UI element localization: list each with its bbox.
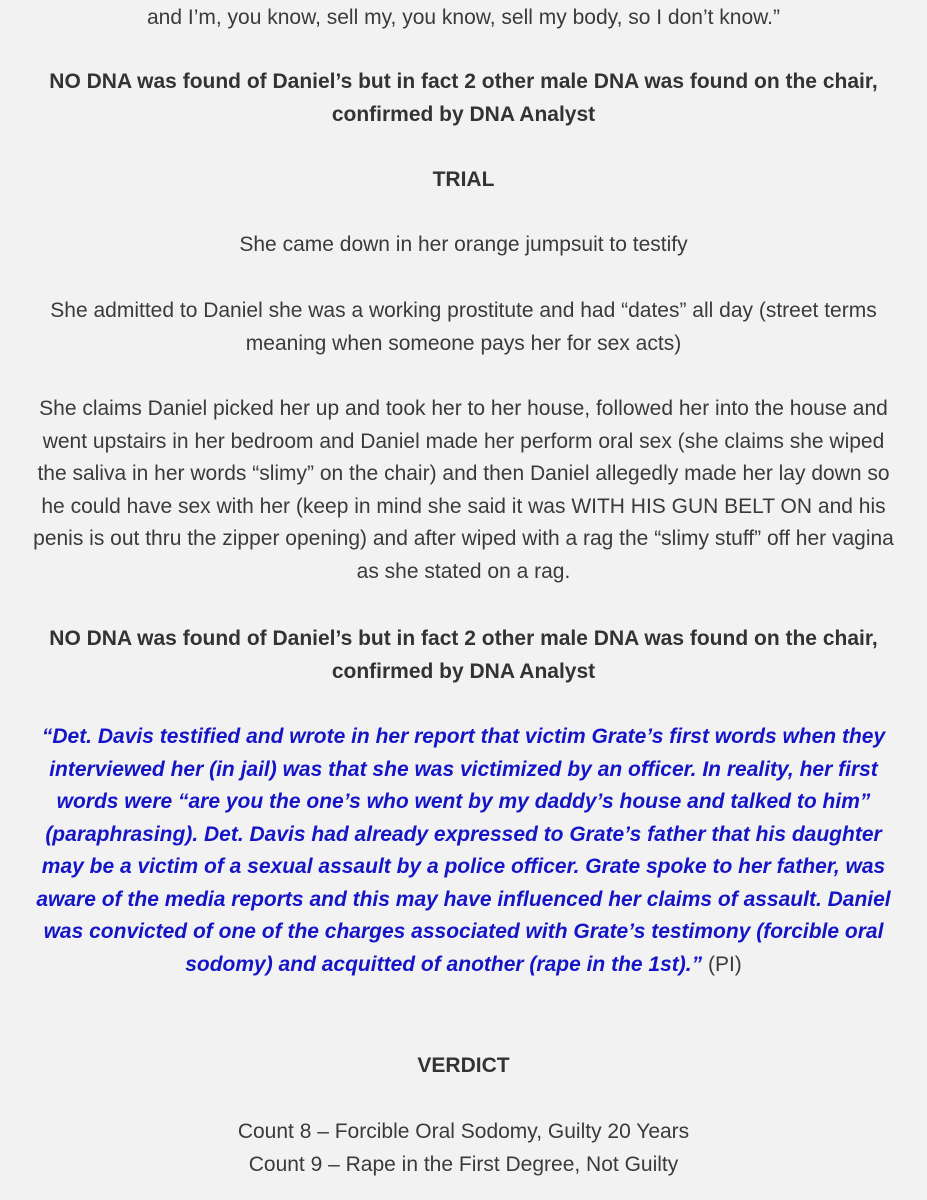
verdict-list <box>28 1116 899 1181</box>
intro-line: and I’m, you know, sell my, you know, sell my body, so I don’t know.” <box>146 6 780 29</box>
verdict-item: Count 9 – Rape in the First Degree, Not Guilty <box>248 1152 679 1176</box>
verdict-item: Count 8 – Forcible Oral Sodomy, Guilty 20 Years <box>237 1120 690 1143</box>
paragraph: She claims Daniel picked her up and took her to her house, followed her into the house and went upstairs in her bedroom and Daniel made her perform oral sex (she claims she wiped the saliva in her words “slimy” on the chair) and then Daniel allegedly made her lay down so he could have sex with her (keep in mind she said it was WITH HIS GUN BELT ON and his penis is out thru the zipper opening) and after wiped with a rag the “slimy stuff” off her vagina as she stated on a rag. <box>33 397 894 583</box>
trial-heading: TRIAL <box>432 168 495 191</box>
dna-note: NO DNA was found of Daniel’s but in fact 2 other male DNA was found on the chair, confirmed by DNA Analyst <box>49 627 878 683</box>
dna-note: NO DNA was found of Daniel’s but in fact 2 other male DNA was found on the chair, confirmed by DNA Analyst <box>49 70 878 126</box>
verdict-heading: VERDICT <box>417 1054 510 1077</box>
quote-text: “Det. Davis testified and wrote in her report that victim Grate’s first words when they interviewed her (in jail) was that she was victimized by an officer. In reality, her first words were “are you the one’s who went by my daddy’s house and talked to him” (paraphrasing). Det. Davis had already expressed to Grate’s father that his daughter may be a victim of a sexual assault by a police officer. Grate spoke to her father, was aware of the media reports and this may have influenced her claims of assault. Daniel was convicted of one of the charges associated with Grate’s testimony (forcible oral sodomy) and acquitted of another (rape in the 1st).” <box>36 725 891 976</box>
paragraph: She came down in her orange jumpsuit to testify <box>239 233 688 256</box>
quote-source: (PI) <box>707 952 742 976</box>
paragraph: She admitted to Daniel she was a working prostitute and had “dates” all day (street terms meaning when someone pays her for sex acts) <box>50 299 877 355</box>
quote-block <box>28 721 899 981</box>
